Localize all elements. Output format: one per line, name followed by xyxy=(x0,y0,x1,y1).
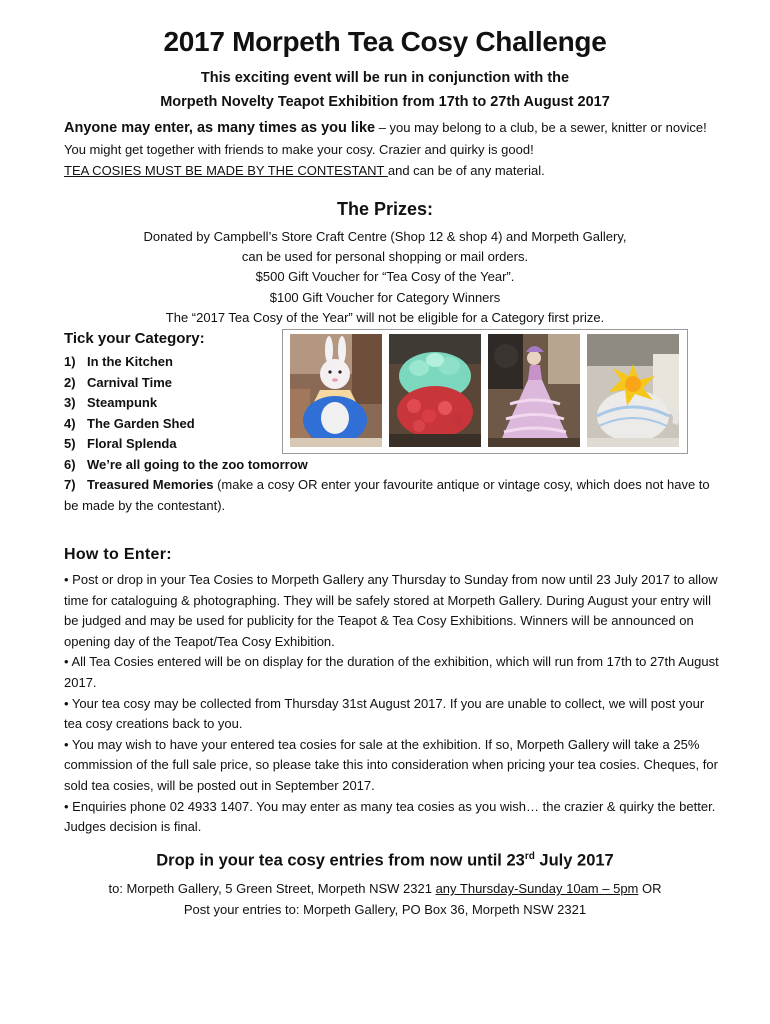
category-label: We’re all going to the zoo tomorrow xyxy=(87,456,308,472)
enter-bullet: • Post or drop in your Tea Cosies to Morpeth Gallery any Thursday to Sunday from now until 23 July 2017 to allow time for cataloguing & photographing. They will be safely stored at Morpeth Gallery. During August your entry will be judged and may be used for publicity for the Teapot & Tea Cosy Exhibitions. Winners will be announced on opening day of the Teapot/Tea Cosy Exhibition. xyxy=(64,572,718,649)
category-label: Carnival Time xyxy=(87,374,173,390)
category-number: 7) xyxy=(64,477,76,492)
prizes-heading: The Prizes: xyxy=(336,199,434,219)
prize-line: can be used for personal shopping or mail orders. xyxy=(241,249,529,264)
category-number: 4) xyxy=(64,415,76,431)
daffodil-tea-cosy-photo xyxy=(587,334,679,447)
category-label: Treasured Memories xyxy=(87,477,214,492)
enter-bullet: • All Tea Cosies entered will be on display for the duration of the exhibition, which will run from 17th to 27th August 2017. xyxy=(64,654,719,690)
prize-line: The “2017 Tea Cosy of the Year” will not be eligible for a Category first prize. xyxy=(165,310,605,325)
category-label: In the Kitchen xyxy=(87,354,173,369)
anyone-may-enter-text: Anyone may enter, as many times as you like xyxy=(64,120,376,136)
intro-line-2: Morpeth Novelty Teapot Exhibition from 17th to 27th August 2017 xyxy=(160,94,610,110)
intro-paragraph xyxy=(64,117,724,181)
category-label: Floral Splenda xyxy=(87,436,177,451)
category-label: Steampunk xyxy=(87,395,158,410)
intro-line-1: This exciting event will be run in conjunction with the xyxy=(200,70,570,86)
category-number: 2) xyxy=(64,374,76,390)
ordinal-suffix: rd xyxy=(524,851,535,862)
prize-line: $100 Gift Voucher for Category Winners xyxy=(269,290,501,305)
crinoline-lady-tea-cosy-photo xyxy=(488,334,580,447)
category-number: 5) xyxy=(64,436,76,451)
category-heading: Tick your Category: xyxy=(64,330,205,347)
drop-in-text: Drop in your tea cosy entries from now until 23 xyxy=(156,851,525,870)
must-be-made-text: TEA COSIES MUST BE MADE BY THE CONTESTANT xyxy=(64,163,388,178)
or-text: OR xyxy=(638,881,662,896)
anyone-rest-text: – you may belong to a club, be a sewer, knitter or novice! You might get together with friends to make your cosy. Crazier and quirky is good! xyxy=(64,120,707,157)
enter-bullet: • Enquiries phone 02 4933 1407. You may enter as many tea cosies as you wish… the crazier & quirky the better. Judges decision is final. xyxy=(64,798,716,835)
bunny-tea-cosy-photo xyxy=(290,334,382,447)
drop-in-date: July 2017 xyxy=(534,851,614,870)
prize-line: $500 Gift Voucher for “Tea Cosy of the Year”. xyxy=(255,269,515,284)
strawberry-tea-cosy-photo xyxy=(389,334,481,447)
category-item[interactable] xyxy=(64,455,724,476)
address-text: to: Morpeth Gallery, 5 Green Street, Morpeth NSW 2321 xyxy=(108,881,436,896)
category-number: 6) xyxy=(64,456,76,472)
tea-cosy-photo-strip xyxy=(282,329,688,454)
category-note: (make a cosy OR enter your favourite antique or vintage cosy, which does not have to be made by the contestant). xyxy=(64,477,710,513)
gallery-address xyxy=(0,881,770,896)
prize-line: Donated by Campbell’s Store Craft Centre (Shop 12 & shop 4) and Morpeth Gallery, xyxy=(143,229,627,244)
how-to-enter-heading: How to Enter: xyxy=(64,546,172,563)
category-number: 3) xyxy=(64,395,76,410)
category-label: The Garden Shed xyxy=(87,415,195,431)
opening-hours-text: any Thursday-Sunday 10am – 5pm xyxy=(435,881,639,896)
how-to-enter-bullets xyxy=(64,570,724,838)
category-number: 1) xyxy=(64,354,76,369)
category-item[interactable] xyxy=(64,475,724,516)
page-title: 2017 Morpeth Tea Cosy Challenge xyxy=(163,26,607,57)
drop-in-deadline xyxy=(0,851,770,871)
any-material-text: and can be of any material. xyxy=(387,163,545,178)
enter-bullet: • You may wish to have your entered tea cosies for sale at the exhibition. If so, Morpeth Gallery will take a 25% commission of the full sale price, so please take this into consideration when pricing your tea cosies. Cheques, for sold tea cosies, will be posted out in September 2017. xyxy=(64,736,718,793)
enter-bullet: • Your tea cosy may be collected from Thursday 31st August 2017. If you are unable to collect, we will post your tea cosy creations back to you. xyxy=(64,695,705,732)
postal-address: Post your entries to: Morpeth Gallery, PO Box 36, Morpeth NSW 2321 xyxy=(183,902,587,917)
